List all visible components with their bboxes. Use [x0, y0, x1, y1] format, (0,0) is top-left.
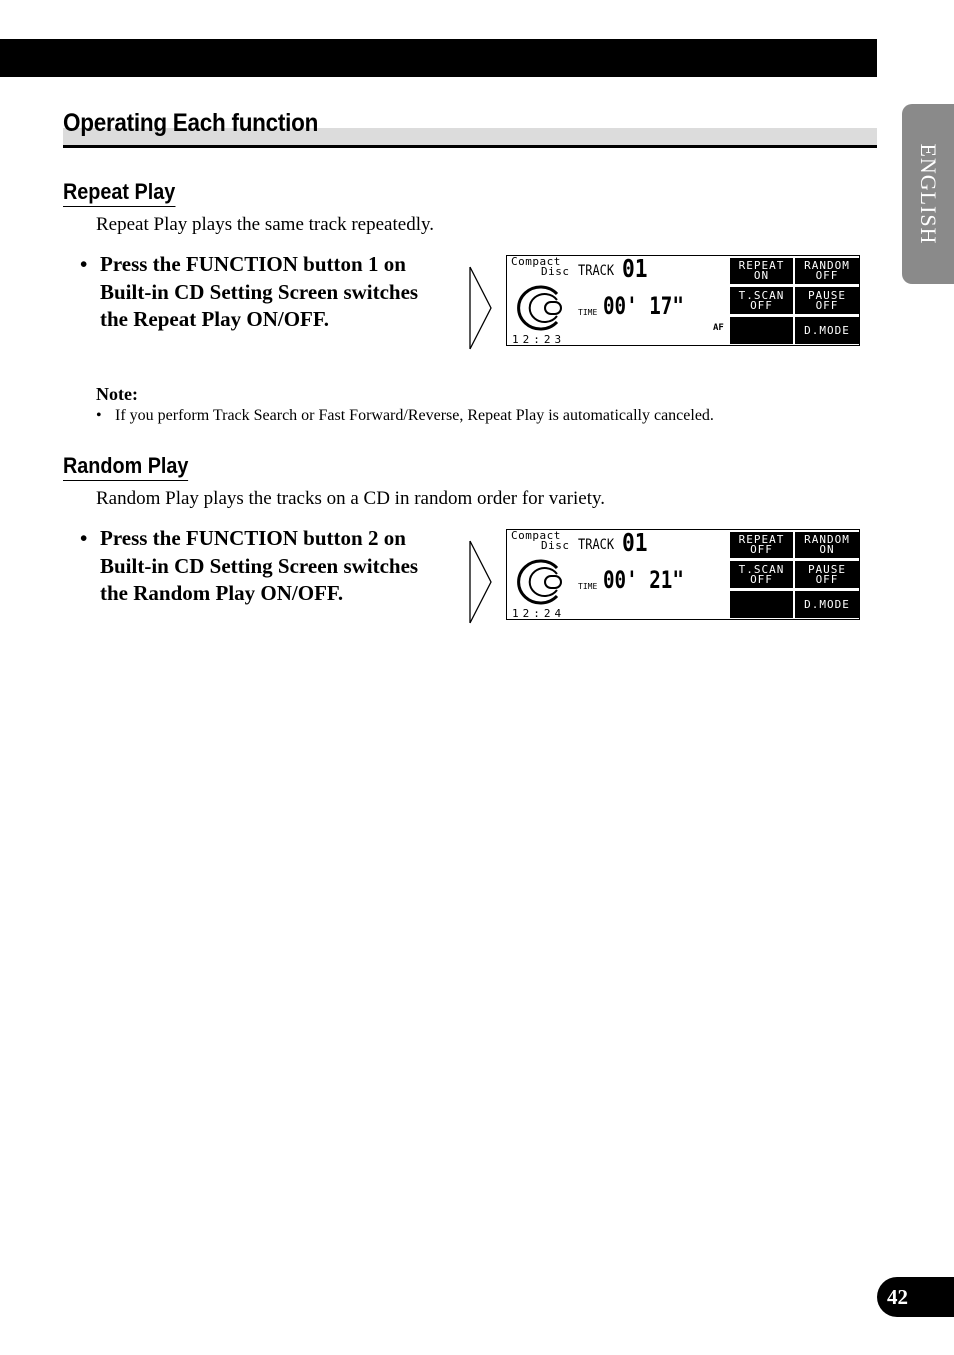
track-label: TRACK [578, 261, 615, 279]
bullet-icon: • [96, 407, 102, 424]
pause-button[interactable]: PAUSE OFF [795, 287, 859, 314]
repeat-play-heading: Repeat Play [63, 179, 175, 207]
time-value: 00' 21" [603, 566, 684, 594]
random-button[interactable]: RANDOM ON [795, 532, 859, 558]
random-play-step [80, 525, 420, 608]
tscan-button[interactable]: T.SCAN OFF [730, 561, 793, 588]
note-item [96, 407, 714, 425]
track-number: 01 [622, 255, 648, 283]
arrow-right-icon [469, 266, 493, 350]
note-text: If you perform Track Search or Fast Forward/Reverse, Repeat Play is automatically canceled. [115, 407, 714, 424]
source-label: Compact Disc [511, 529, 570, 552]
header-bar [0, 39, 877, 77]
bullet-icon: • [80, 252, 88, 276]
cd-display-random [506, 529, 860, 620]
random-play-heading: Random Play [63, 453, 188, 481]
time-value: 00' 17" [603, 292, 684, 320]
disc-icon [513, 284, 565, 332]
disc-icon [513, 558, 565, 606]
note-label: Note: [96, 384, 138, 404]
repeat-play-step-text: Press the FUNCTION button 1 on Built-in CD Setting Screen switches the Repeat Play ON/OFF. [100, 252, 419, 331]
random-play-step-text: Press the FUNCTION button 2 on Built-in CD Setting Screen switches the Random Play ON/OFF. [100, 526, 419, 605]
time-label: TIME [578, 308, 598, 317]
dmode-button[interactable]: D.MODE [795, 317, 859, 344]
track-label: TRACK [578, 535, 615, 553]
tscan-button[interactable]: T.SCAN OFF [730, 287, 793, 314]
random-button[interactable]: RANDOM OFF [795, 258, 859, 284]
blank-button[interactable] [730, 317, 793, 344]
time-label: TIME [578, 582, 598, 591]
clock: 12:24 [512, 607, 566, 620]
source-label: Compact Disc [511, 255, 570, 278]
page-number: 42 [877, 1277, 954, 1317]
clock: 12:23 [512, 333, 566, 346]
repeat-play-step [80, 251, 420, 334]
language-tab-label: ENGLISH [916, 143, 941, 245]
blank-button[interactable] [730, 591, 793, 618]
random-play-description: Random Play plays the tracks on a CD in random order for variety. [96, 488, 606, 509]
repeat-button[interactable]: REPEAT ON [730, 258, 793, 284]
cd-display-repeat [506, 255, 860, 346]
track-number: 01 [622, 529, 648, 557]
repeat-play-description: Repeat Play plays the same track repeatedly. [96, 214, 434, 235]
repeat-button[interactable]: REPEAT OFF [730, 532, 793, 558]
pause-button[interactable]: PAUSE OFF [795, 561, 859, 588]
language-tab [902, 104, 954, 284]
af-indicator: AF [713, 323, 724, 333]
arrow-right-icon [469, 540, 493, 624]
dmode-button[interactable]: D.MODE [795, 591, 859, 618]
section-title: Operating Each function [63, 109, 319, 137]
bullet-icon: • [80, 526, 88, 550]
